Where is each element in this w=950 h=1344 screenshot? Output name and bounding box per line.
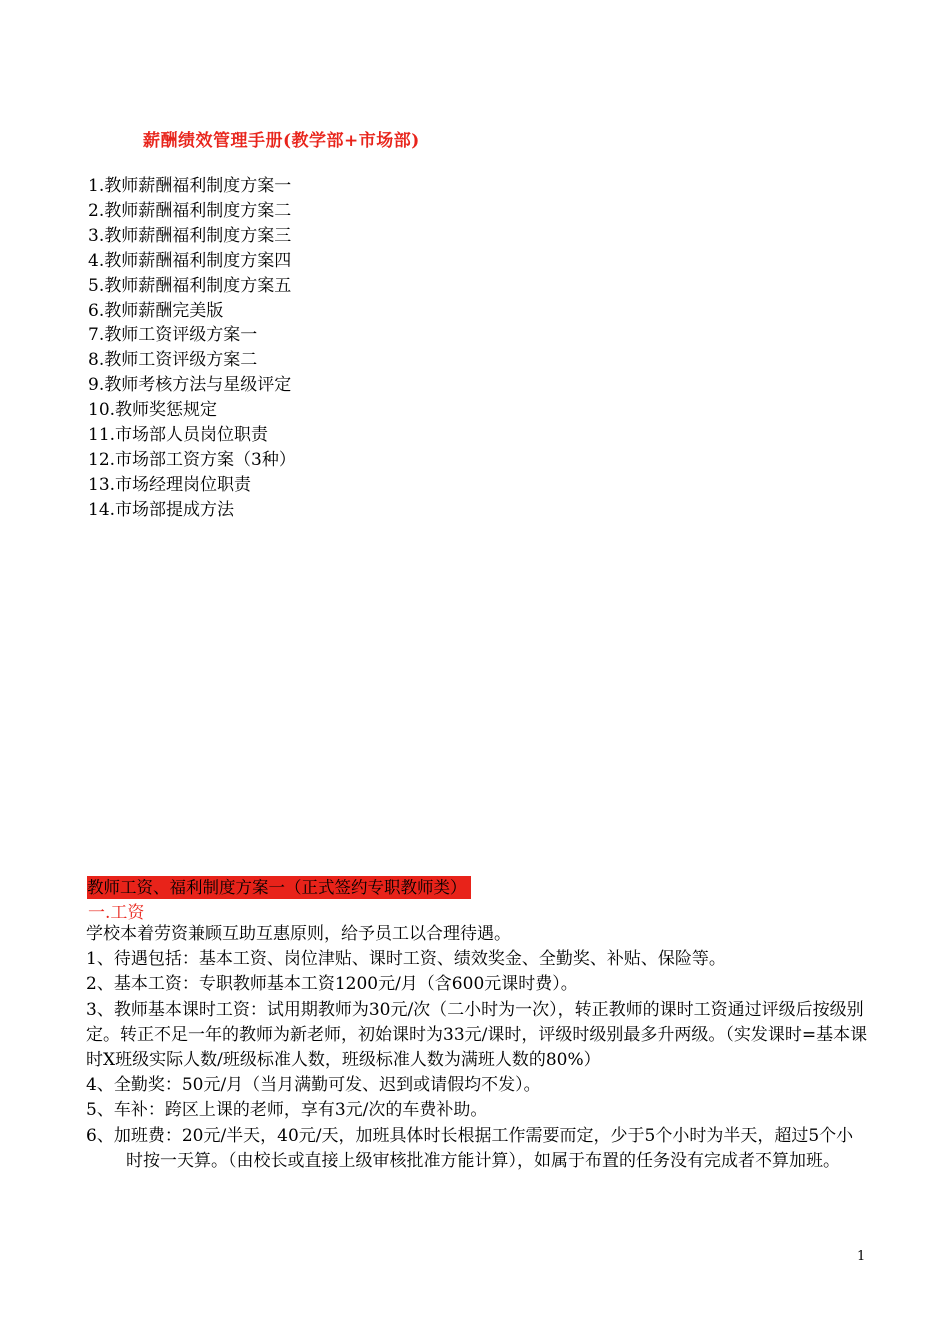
toc-item: 2.教师薪酬福利制度方案二 [88,200,292,221]
body-paragraph: 1、待遇包括：基本工资、岗位津贴、课时工资、绩效奖金、全勤奖、补贴、保险等。 [86,949,726,970]
body-paragraph: 2、基本工资：专职教师基本工资1200元/月（含600元课时费）。 [86,974,578,995]
toc-item: 6.教师薪酬完美版 [88,300,224,321]
page-number: 1 [857,1249,866,1264]
toc-item: 7.教师工资评级方案一 [88,325,258,346]
toc-item: 9.教师考核方法与星级评定 [88,375,292,396]
toc-item: 14.市场部提成方法 [88,499,235,520]
body-paragraph: 6、加班费：20元/半天，40元/天，加班具体时长根据工作需要而定，少于5个小时为半天，超过5个小时按一天算。（由校长或直接上级审核批准方能计算），如属于布置的任务没有完成者不算加班。 [86,1125,854,1171]
section-heading-text: 教师工资、福利制度方案一（正式签约专职教师类） [87,876,471,899]
toc-item: 12.市场部工资方案（3种） [88,449,296,470]
toc-item: 13.市场经理岗位职责 [88,474,252,495]
body-paragraph: 5、车补：跨区上课的老师，享有3元/次的车费补助。 [86,1100,488,1121]
toc-item: 3.教师薪酬福利制度方案三 [88,225,292,246]
section-body [86,922,870,1174]
body-paragraph: 3、教师基本课时工资：试用期教师为30元/次（二小时为一次），转正教师的课时工资通过评级后按级别定。转正不足一年的教师为新老师，初始课时为33元/课时，评级时级别最多升两级。（实发课时=基本课时X班级实际人数/班级标准人数，班级标准人数为满班人数的80%） [86,999,868,1071]
section-heading [87,874,471,898]
body-paragraph: 学校本着劳资兼顾互助互惠原则，给予员工以合理待遇。 [86,924,511,944]
toc-item: 8.教师工资评级方案二 [88,350,258,371]
body-paragraph: 4、全勤奖：50元/月（当月满勤可发、迟到或请假均不发）。 [86,1075,541,1096]
toc-item: 10.教师奖惩规定 [88,400,218,421]
toc-item: 5.教师薪酬福利制度方案五 [88,275,292,296]
table-of-contents [88,174,296,523]
toc-item: 4.教师薪酬福利制度方案四 [88,250,292,271]
toc-item: 1.教师薪酬福利制度方案一 [88,176,292,196]
document-title: 薪酬绩效管理手册(教学部+市场部) [143,131,420,151]
section-subheading: 一.工资 [88,903,145,923]
toc-item: 11.市场部人员岗位职责 [88,425,269,446]
